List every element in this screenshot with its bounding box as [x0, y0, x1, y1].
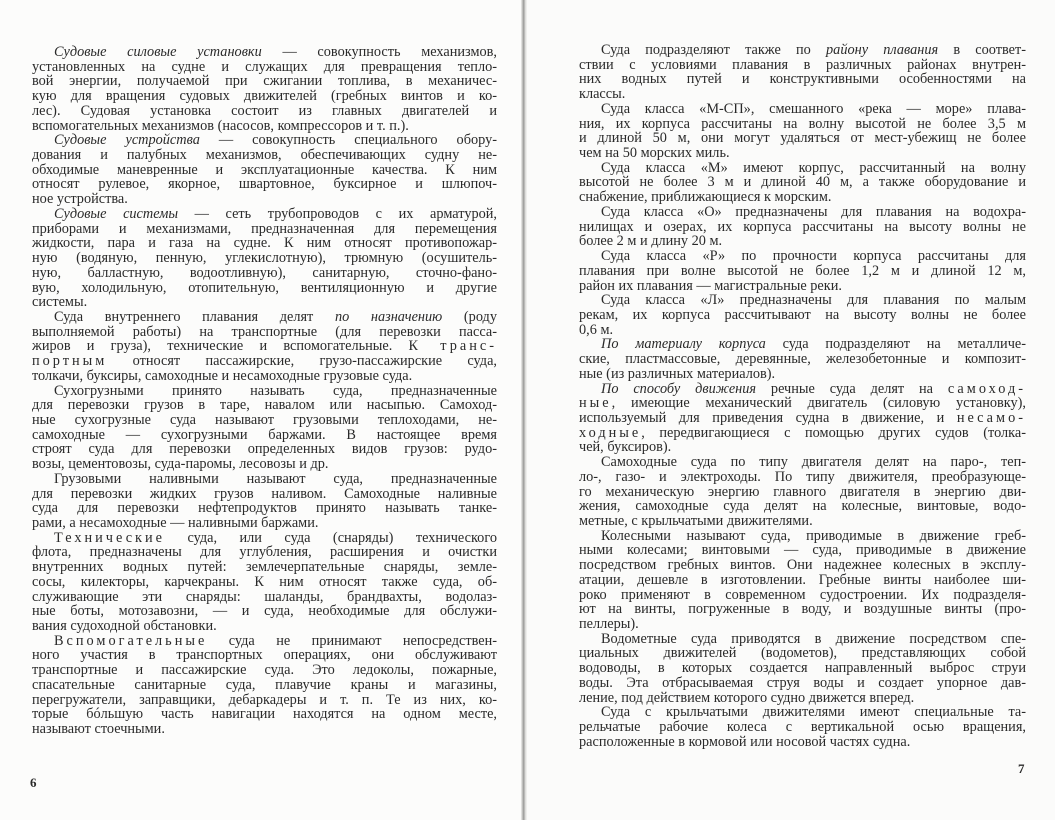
text-line — [579, 588, 1026, 603]
text-segment: сосы, килекторы, карчекраны. К ним относят также суда, об- — [32, 573, 497, 590]
italic-term: По материалу корпуса — [601, 336, 766, 353]
text-segment: роко применяют в современном судостроении. Их подразделя- — [579, 586, 1026, 603]
spaced-term: Вспомогательные — [54, 632, 208, 649]
text-line — [32, 281, 497, 296]
text-segment: ствии с условиями плавания в различных районах внутрен- — [579, 56, 1026, 73]
paragraph — [579, 337, 1026, 381]
text-line — [579, 205, 1026, 220]
text-segment: плавания при волне высотой не более 1,2 м и длиной 12 м, — [579, 262, 1026, 279]
text-segment: рами, а несамоходные — наливными баржами. — [32, 515, 319, 531]
italic-term: Судовые силовые установки — [54, 44, 262, 60]
text-segment: вую, холодильную, отопительную, вентиляционную и другие — [32, 279, 497, 296]
text-line — [32, 457, 497, 472]
text-segment: ния, их корпуса рассчитаны на волну высотой не более 3,5 м — [579, 115, 1026, 132]
text-segment: воды. Эта отбрасываемая струя воды и создает упорное дав- — [579, 674, 1026, 691]
text-line — [32, 575, 497, 590]
text-line — [32, 604, 497, 619]
text-line — [32, 119, 497, 134]
text-line — [579, 234, 1026, 249]
text-segment: вания судоходной обстановки. — [32, 618, 217, 635]
spaced-term: Технические — [54, 529, 165, 546]
text-segment: речные суда делят на — [756, 380, 948, 397]
text-line — [32, 722, 497, 737]
text-segment: Колесными называют суда, приводимые в движение греб- — [601, 527, 1026, 544]
spaced-term: ные — [579, 395, 612, 412]
text-line — [579, 220, 1026, 235]
text-line — [579, 573, 1026, 588]
text-segment: жиров и груза), технические и вспомогательные. — [32, 338, 409, 355]
text-line — [579, 87, 1026, 102]
text-segment: системы. — [32, 294, 88, 311]
text-segment: более 2 м и длину 20 м. — [579, 233, 723, 250]
text-line — [579, 529, 1026, 544]
text-segment: используемый для приведения судна в движение, и — [579, 409, 957, 426]
text-line — [579, 308, 1026, 323]
text-segment: ного участия в транспортных операциях, они обслуживают — [32, 647, 497, 664]
text-segment: кую для вращения судовых движителей (гребных винтов и ко- — [32, 88, 497, 105]
text-line — [32, 133, 497, 148]
text-line — [579, 499, 1026, 514]
text-line — [32, 104, 497, 119]
text-segment: — совокупность механизмов, — [261, 44, 498, 60]
text-segment: транспортные и пассажирские суда. Это ледоколы, пожарные, — [32, 662, 497, 679]
text-line — [32, 545, 497, 560]
paragraph — [579, 293, 1026, 337]
paragraph — [579, 102, 1026, 161]
paragraph — [32, 207, 497, 310]
text-line — [32, 236, 497, 251]
text-segment: классы. — [579, 86, 626, 103]
text-segment: Суда подразделяют также по — [601, 42, 827, 58]
text-line — [579, 617, 1026, 632]
text-line — [579, 691, 1026, 706]
paragraph — [579, 705, 1026, 749]
text-line — [579, 485, 1026, 500]
text-line — [32, 89, 497, 104]
paragraph — [579, 455, 1026, 529]
text-line — [32, 177, 497, 192]
italic-term: По способу движения — [601, 380, 757, 397]
text-segment: атации, дешевле в изготовлении. Гребные винты наиболее ши- — [579, 571, 1026, 588]
text-line — [579, 440, 1026, 455]
text-segment: рекам, их корпуса рассчитывают на высоту волны не более — [579, 306, 1026, 323]
text-line — [32, 339, 497, 354]
text-segment: — сеть трубопроводов с их арматурой, — [178, 205, 497, 222]
paragraph — [579, 529, 1026, 632]
paragraph — [32, 634, 497, 737]
page-number-right: 7 — [1018, 761, 1025, 776]
text-line — [32, 163, 497, 178]
text-line — [579, 558, 1026, 573]
text-line — [579, 543, 1026, 558]
text-segment: суда, или суда (снаряды) технического — [164, 529, 497, 546]
text-segment: посредством гребных винтов. Они надежнее колесных в эксплу- — [579, 557, 1026, 574]
text-segment: вой энергии, получаемой при сжигании топлива, в механичес- — [32, 73, 497, 90]
text-line — [579, 632, 1026, 647]
text-segment: приборами и механизмами, предназначенная для перемещения — [32, 220, 497, 237]
text-segment: расположенные в кормовой или носовой частях судна. — [579, 733, 911, 750]
text-segment: район их плавания — магистральные реки. — [579, 277, 842, 294]
text-segment: ление, под действием которого судно движется вперед. — [579, 689, 915, 706]
paragraph — [579, 382, 1026, 456]
text-line — [579, 323, 1026, 338]
text-segment: ные боты, мотозавозни, — и суда, необходимые для обслужи- — [32, 603, 497, 620]
text-segment: и длиной 50 м, они могут удаляться от мест-убежищ не более — [579, 130, 1026, 147]
text-line — [32, 707, 497, 722]
text-segment: самоходные — сухогрузными баржами. В настоящее время — [32, 426, 497, 443]
text-line — [579, 293, 1026, 308]
text-segment: , имеющие механический двигатель (силовую установку), — [611, 395, 1026, 412]
text-line — [579, 455, 1026, 470]
text-line — [32, 501, 497, 516]
spaced-term: портным — [32, 353, 108, 370]
text-line — [579, 646, 1026, 661]
text-segment: рельчатые рабочие колеса с вертикальной осью вращения, — [579, 719, 1026, 736]
text-line — [579, 146, 1026, 161]
text-segment: водоводы, в которых создается направленный выброс струи — [579, 660, 1026, 677]
text-segment: , передвигающиеся с помощью других судов (толка- — [641, 424, 1026, 441]
text-segment: установленных на судне и служащих для превращения тепло- — [32, 58, 497, 75]
italic-term: по назначению — [334, 308, 443, 325]
text-segment: ло-, газо- и электроходы. По типу движителя, преобразующе- — [579, 468, 1026, 485]
text-line — [579, 117, 1026, 132]
text-line — [579, 72, 1026, 87]
text-line — [32, 413, 497, 428]
text-segment: ные (из различных материалов). — [579, 365, 776, 382]
text-line — [579, 175, 1026, 190]
text-line — [32, 531, 497, 546]
text-line — [579, 705, 1026, 720]
italic-term: Судовые системы — [54, 205, 179, 222]
paragraph — [32, 384, 497, 472]
text-line — [579, 382, 1026, 397]
text-segment: жидкости, пара и газа на судне. К ним относят противопожар- — [32, 235, 497, 252]
text-line — [579, 102, 1026, 117]
text-line — [32, 369, 497, 384]
text-segment: Суда класса «М-СП», смешанного «река — море» плава- — [601, 100, 1026, 117]
text-line — [32, 295, 497, 310]
left-page-text — [32, 45, 497, 737]
text-segment: Грузовыми наливными называют суда, предназначенные — [54, 470, 497, 487]
text-segment: относят пассажирские, грузо-пассажирские суда, — [107, 353, 497, 370]
text-segment: (роду — [442, 308, 497, 325]
text-segment: относят рулевое, якорное, швартовное, буксирное и шлюпоч- — [32, 176, 497, 193]
paragraph — [32, 45, 497, 133]
text-line — [579, 735, 1026, 750]
text-segment: чем на 50 морских миль. — [579, 145, 730, 162]
text-line — [579, 279, 1026, 294]
text-line — [32, 45, 497, 60]
text-line — [579, 264, 1026, 279]
text-segment: ную, балластную, водоотливную), санитарную, сточно-фано- — [32, 264, 497, 281]
italic-term: району плавания — [826, 42, 939, 58]
text-segment: внутренних водных путей: землечерпательные снаряды, земле- — [32, 559, 497, 576]
text-segment: Самоходные суда по типу двигателя делят на паро-, теп- — [601, 454, 1026, 471]
text-line — [32, 472, 497, 487]
text-segment: для перевозки жидких грузов наливом. Самоходные наливные — [32, 485, 497, 502]
paragraph — [32, 133, 497, 207]
text-line — [579, 249, 1026, 264]
text-line — [579, 190, 1026, 205]
text-line — [32, 251, 497, 266]
text-segment: флота, предназначены для углубления, расширения и очистки — [32, 544, 497, 561]
paragraph — [32, 531, 497, 634]
text-segment: — совокупность специального обору- — [199, 132, 497, 149]
right-page-text — [579, 43, 1026, 750]
text-line — [579, 161, 1026, 176]
text-line — [579, 426, 1026, 441]
text-segment: го механическую энергию главного двигателя в энергию дви- — [579, 483, 1026, 500]
text-line — [32, 678, 497, 693]
text-segment: метные, с крыльчатыми движителями. — [579, 513, 813, 529]
text-segment: ные сухогрузные суда называют грузовыми теплоходами, не- — [32, 411, 497, 428]
text-line — [579, 411, 1026, 426]
text-line — [579, 676, 1026, 691]
spaced-term: ходные — [579, 424, 642, 441]
text-segment: жения, самоходные суда делят на колесные, винтовые, водо- — [579, 498, 1026, 515]
text-line — [32, 192, 497, 207]
text-line — [579, 352, 1026, 367]
text-segment: пеллеры). — [579, 616, 639, 633]
text-line — [579, 661, 1026, 676]
paragraph — [579, 161, 1026, 205]
text-line — [32, 619, 497, 634]
text-segment: Суда класса «М» имеют корпус, рассчитанный на волну — [601, 159, 1026, 176]
text-segment: чей, буксиров). — [579, 439, 672, 456]
text-line — [32, 384, 497, 399]
paragraph — [579, 249, 1026, 293]
text-segment: Суда класса «Р» по прочности корпуса рассчитаны для — [601, 248, 1026, 265]
text-segment: Водометные суда приводятся в движение посредством спе- — [601, 630, 1026, 647]
text-segment: перегружатели, заправщики, дебаркадеры и т. п. Те из них, ко- — [32, 691, 497, 708]
book-spine-gutter — [521, 0, 527, 820]
text-line — [32, 560, 497, 575]
text-line — [32, 590, 497, 605]
text-segment: Суда внутреннего плавания делят — [54, 308, 335, 325]
text-segment: для перевозки грузов в таре, навалом или насыпью. Самоход- — [32, 397, 497, 414]
paragraph — [579, 632, 1026, 706]
text-segment: Суда класса «Л» предназначены для плавания по малым — [601, 292, 1026, 309]
text-segment: ют на винты, погруженные в воду, и воздушные винты (про- — [579, 601, 1026, 618]
text-segment: Суда с крыльчатыми движителями имеют специальные та- — [601, 704, 1026, 721]
text-segment: вспомогательных механизмов (насосов, компрессоров и т. п.). — [32, 117, 409, 134]
text-line — [32, 516, 497, 531]
text-line — [579, 602, 1026, 617]
text-line — [32, 487, 497, 502]
right-page — [524, 0, 1055, 820]
text-segment: лес). Судовая установка состоит из главных двигателей и — [32, 102, 497, 119]
text-segment: дования и палубных механизмов, обеспечивающих судну не- — [32, 147, 497, 164]
spaced-term: несамо- — [956, 409, 1026, 426]
text-segment: называют стоечными. — [32, 721, 165, 738]
text-segment: выполняемой работы) на транспортные (для перевозки пасса- — [32, 323, 497, 340]
text-line — [32, 428, 497, 443]
text-segment: ную (водяную, пенную, углекислотную), трюмную (осушитель- — [32, 250, 497, 267]
text-line — [579, 337, 1026, 352]
text-line — [579, 131, 1026, 146]
text-line — [32, 325, 497, 340]
text-line — [32, 310, 497, 325]
text-line — [32, 398, 497, 413]
paragraph — [579, 43, 1026, 102]
spaced-term: самоход- — [947, 380, 1026, 397]
text-segment: нилищах и озерах, их корпуса рассчитаны на высоту волны не — [579, 218, 1026, 235]
text-segment: суда для перевозки нефтепродуктов принято называть танке- — [32, 500, 497, 517]
italic-term: Судовые устройства — [54, 132, 200, 149]
text-line — [579, 720, 1026, 735]
text-line — [32, 648, 497, 663]
text-line — [32, 148, 497, 163]
text-segment: спасательные санитарные суда, плавучие краны и магазины, — [32, 676, 497, 693]
text-line — [579, 43, 1026, 58]
text-line — [32, 634, 497, 649]
text-line — [32, 60, 497, 75]
text-segment: толкачи, буксиры, самоходные и несамоходные грузовые суда. — [32, 367, 413, 384]
text-line — [579, 470, 1026, 485]
text-segment: 0,6 м. — [579, 321, 614, 338]
text-line — [579, 367, 1026, 382]
text-segment: возы, цементовозы, суда-паромы, лесовозы и др. — [32, 456, 329, 473]
text-segment: торые бóльшую часть навигации находятся на одном месте, — [32, 706, 497, 723]
text-segment: снабжение, приближающиеся к морским. — [579, 189, 832, 206]
text-line — [32, 207, 497, 222]
text-segment: Сухогрузными принято называть суда, предназначенные — [54, 382, 497, 399]
text-line — [32, 693, 497, 708]
text-segment: в соответ- — [938, 42, 1027, 58]
paragraph — [579, 205, 1026, 249]
text-line — [32, 442, 497, 457]
text-line — [32, 354, 497, 369]
text-line — [32, 663, 497, 678]
text-segment: ное устройства. — [32, 191, 128, 208]
spaced-term: К транс- — [408, 338, 497, 355]
text-segment: суда подразделяют на металличе- — [765, 336, 1026, 353]
text-segment: циальных движителей (водометов), представляющих собой — [579, 645, 1026, 662]
text-line — [579, 58, 1026, 73]
text-segment: них водных путей и конструктивными особенностями на — [579, 71, 1026, 88]
text-line — [32, 74, 497, 89]
page-number-left: 6 — [30, 775, 37, 790]
text-line — [579, 396, 1026, 411]
text-segment: обходимые маневренные и эксплуатационные качества. К ним — [32, 161, 497, 178]
text-line — [32, 266, 497, 281]
text-segment: суда не принимают непосредствен- — [207, 632, 497, 649]
text-line — [579, 514, 1026, 529]
text-segment: высотой не более 3 м и длиной 40 м, а также оборудование и — [579, 174, 1026, 191]
text-segment: Суда класса «О» предназначены для плавания на водохра- — [601, 203, 1026, 220]
text-segment: служивающие эти снаряды: шаланды, брандвахты, водолаз- — [32, 588, 497, 605]
text-segment: строят суда для перевозки определенных видов грузов: рудо- — [32, 441, 497, 458]
text-segment: ными колесами; винтовыми — суда, приводимые в движение — [579, 542, 1026, 559]
text-segment: ские, пластмассовые, деревянные, железобетонные и композит- — [579, 351, 1026, 368]
paragraph — [32, 310, 497, 384]
text-line — [32, 222, 497, 237]
left-page — [0, 0, 524, 820]
paragraph — [32, 472, 497, 531]
